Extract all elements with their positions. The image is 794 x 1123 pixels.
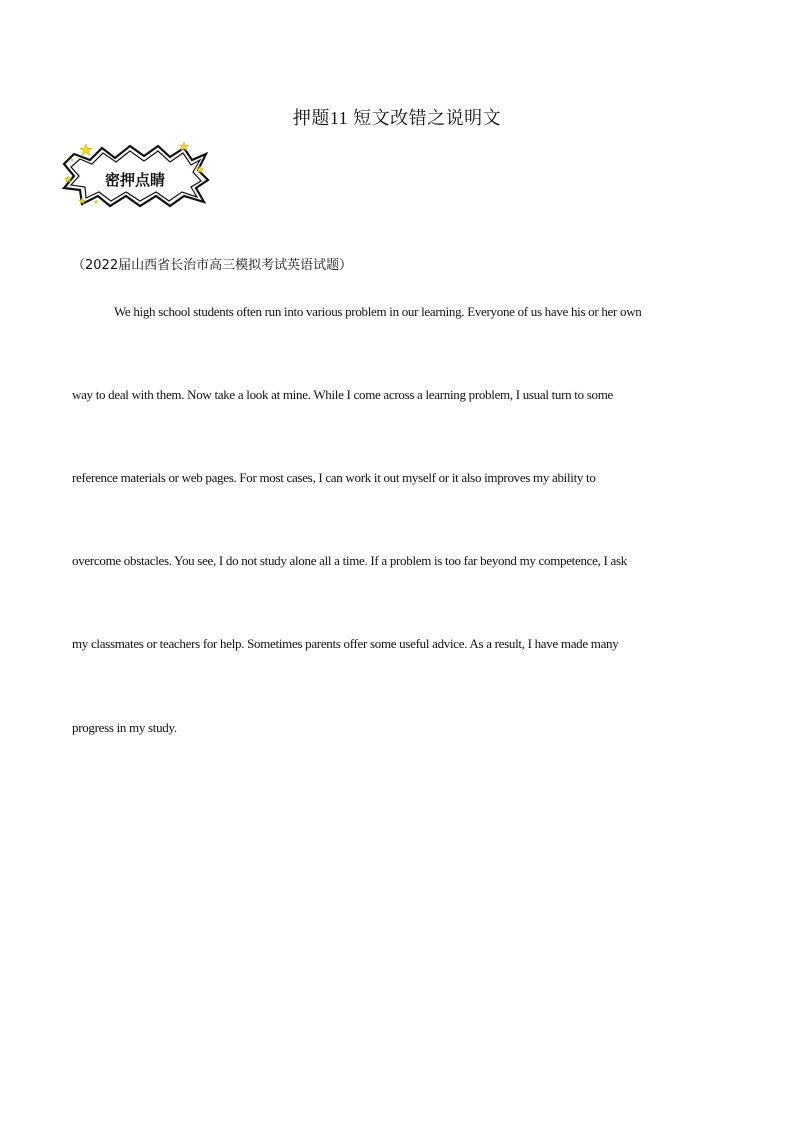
passage-line: my classmates or teachers for help. Sometimes parents offer some useful advice. As a result, I have made many [72,636,619,651]
page-title: 押题11 短文改错之说明文 [292,108,502,128]
passage-line: We high school students often run into various problem in our learning. Everyone of us have his or her own [114,304,642,319]
passage-line: progress in my study. [72,720,177,735]
badge-label: 密押点睛 [104,171,165,189]
section-badge [60,140,210,210]
source-citation: （2022届山西省长治市高三模拟考试英语试题） [72,258,353,273]
passage-line: reference materials or web pages. For most cases, I can work it out myself or it also improves my ability to [72,470,596,485]
passage-line: way to deal with them. Now take a look at mine. While I come across a learning problem, I usual turn to some [72,387,614,402]
passage-line: overcome obstacles. You see, I do not study alone all a time. If a problem is too far beyond my competence, I ask [72,553,627,568]
